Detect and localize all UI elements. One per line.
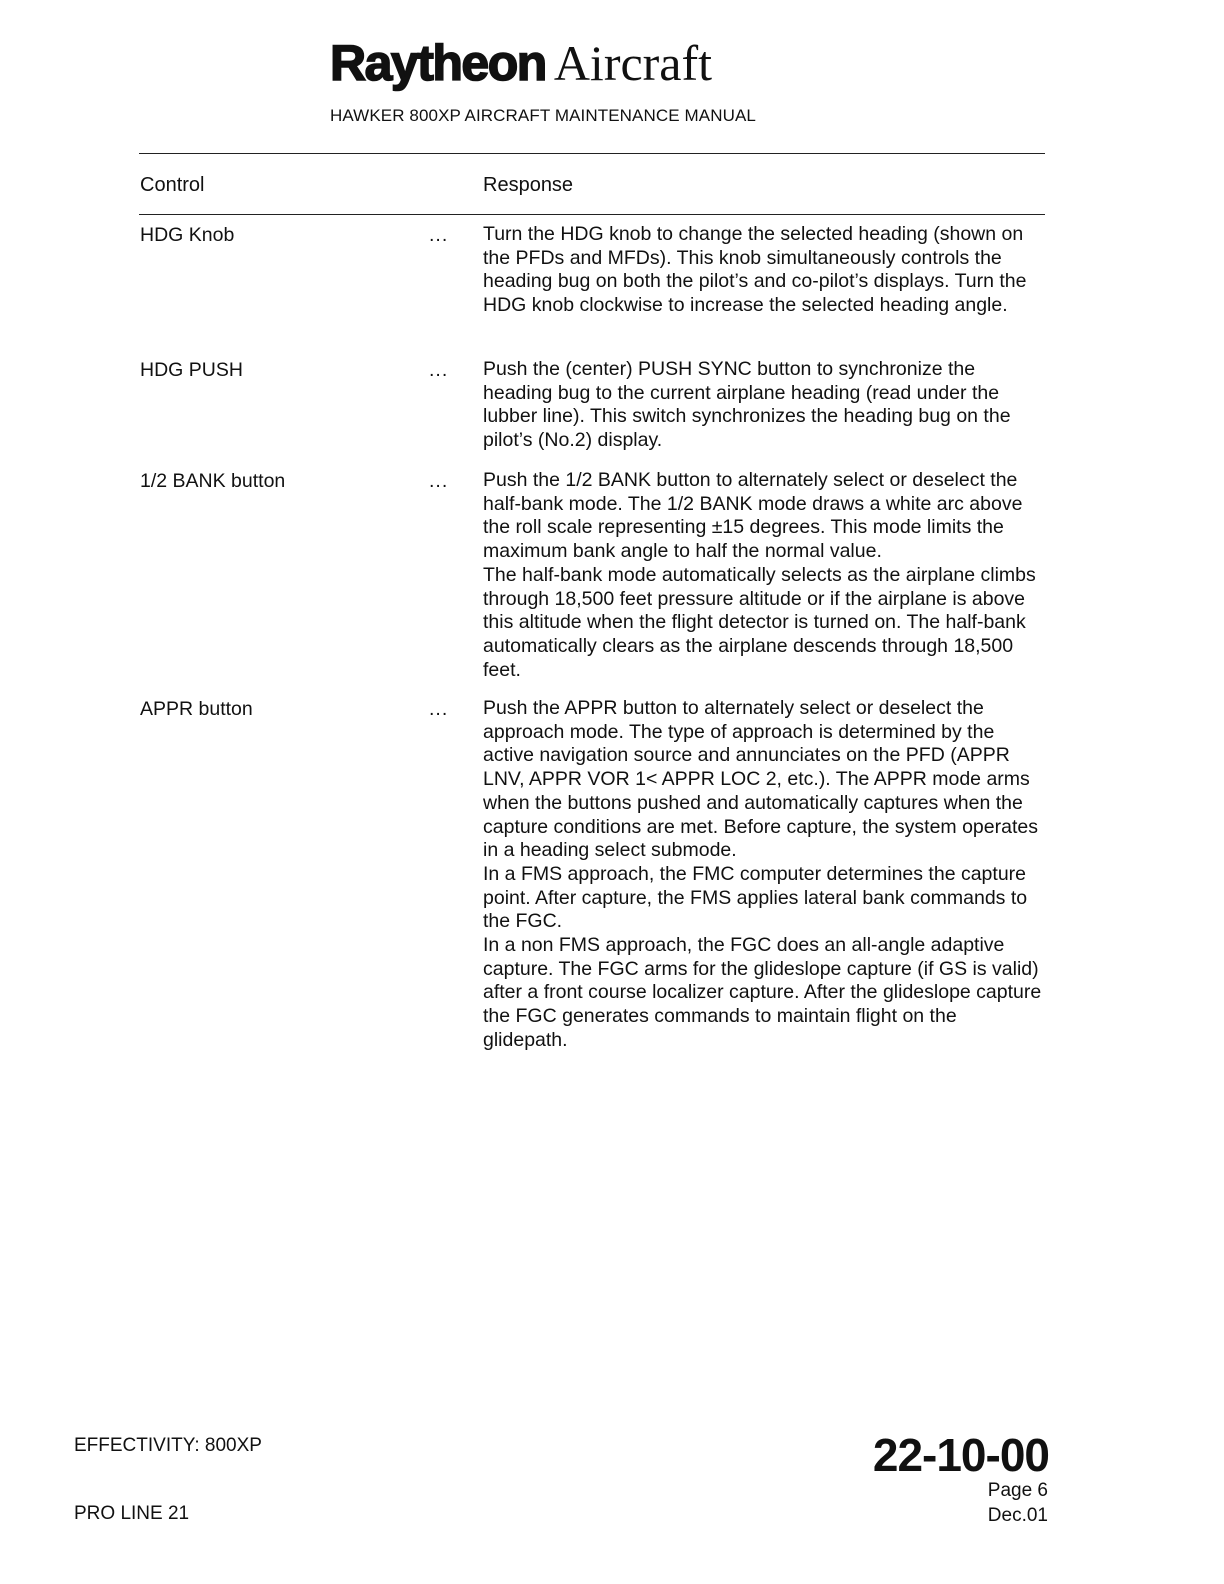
leader-dots: ... [429, 224, 449, 246]
response-text [483, 697, 1043, 1053]
response-paragraph: In a FMS approach, the FMC computer determines the capture point. After capture, the FMS applies lateral bank commands to the FGC. [483, 862, 1028, 933]
logo-brand-text: Raytheon [330, 35, 546, 91]
column-header-control: Control [140, 174, 205, 196]
leader-dots: ... [429, 698, 449, 720]
response-paragraph: Push the APPR button to alternately select or deselect the approach mode. The type of approach is determined by the active navigation source and annunciates on the PFD (APPR LNV, APPR VOR 1< APPR LOC 2, etc.). The APPR mode arms when the buttons pushed and automatically captures when the capture conditions are met. Before capture, the system operates in a heading select submode. [483, 697, 1038, 862]
response-paragraph: Turn the HDG knob to change the selected heading (shown on the PFDs and MFDs). This knob simultaneously controls the heading bug on both the pilot’s and co-pilot’s displays. Turn the HDG knob clockwise to increase the selected heading angle. [483, 223, 1027, 317]
response-paragraph: The half-bank mode automatically selects as the airplane climbs through 18,500 feet pressure altitude or if the airplane is above this altitude when the flight detector is turned on. The half-bank automatically clears as the airplane descends through 18,500 feet. [483, 563, 1036, 681]
effectivity-label: EFFECTIVITY: 800XP [74, 1435, 262, 1456]
pro-line-label: PRO LINE 21 [74, 1503, 190, 1524]
response-paragraph: Push the (center) PUSH SYNC button to synchronize the heading bug to the current airplane heading (read under the lubber line). This switch synchronizes the heading bug on the pilot’s (No.2) display. [483, 358, 1011, 452]
revision-date: Dec.01 [987, 1505, 1048, 1526]
control-name: 1/2 BANK button [140, 470, 286, 492]
response-text [483, 469, 1043, 682]
page-number: Page 6 [987, 1480, 1048, 1501]
response-text [483, 223, 1043, 318]
column-header-response: Response [483, 174, 574, 196]
table-top-rule [139, 153, 1045, 154]
response-text [483, 358, 1043, 453]
response-paragraph: Push the 1/2 BANK button to alternately select or deselect the half-bank mode. The 1/2 BANK mode draws a white arc above the roll scale representing ±15 degrees. This mode limits the maximum bank angle to half the normal value. [483, 469, 1023, 563]
raytheon-aircraft-logo [330, 35, 713, 91]
control-name: HDG PUSH [140, 359, 243, 381]
table-header-rule [139, 214, 1045, 215]
logo-suffix-text: Aircraft [553, 35, 713, 91]
leader-dots: ... [429, 359, 449, 381]
leader-dots: ... [429, 470, 449, 492]
control-name: APPR button [140, 698, 253, 720]
manual-title: HAWKER 800XP AIRCRAFT MAINTENANCE MANUAL [330, 106, 756, 125]
document-number: 22-10-00 [872, 1429, 1049, 1481]
control-name: HDG Knob [140, 224, 235, 246]
response-paragraph: In a non FMS approach, the FGC does an all-angle adaptive capture. The FGC arms for the glideslope capture (if GS is valid) after a front course localizer capture. After the glideslope capture the FGC generates commands to maintain flight on the glidepath. [483, 934, 1042, 1051]
